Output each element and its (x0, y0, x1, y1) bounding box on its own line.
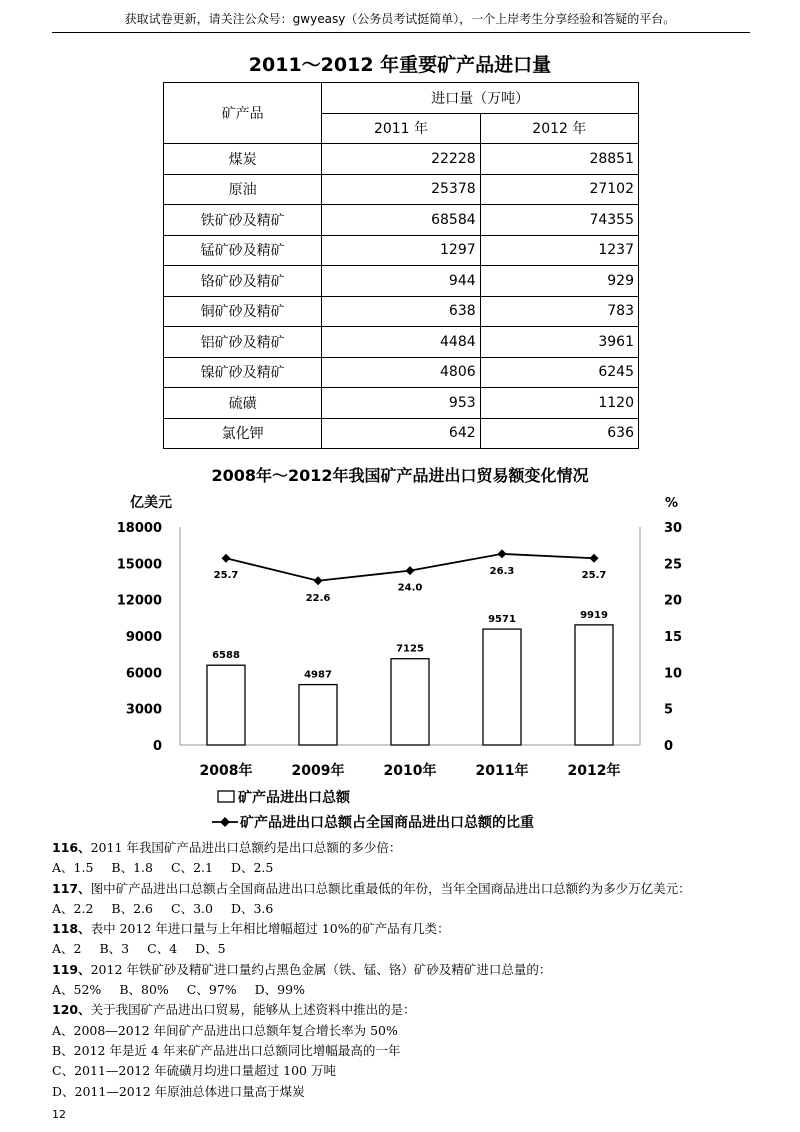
questions-section (52, 838, 752, 1102)
answer-option: A、52% (52, 982, 102, 998)
bar-value-label: 7125 (396, 643, 424, 655)
legend-bar-label: 矿产品进出口总额 (238, 790, 350, 806)
answer-option: D、99% (254, 982, 305, 998)
table-title: 2011～2012 年重要矿产品进口量 (248, 54, 552, 76)
value-2011: 4806 (322, 357, 480, 388)
line-point (406, 566, 415, 575)
mineral-import-table (163, 82, 639, 449)
value-2012: 1237 (480, 235, 638, 266)
question-number: 116、 (52, 840, 91, 855)
question-number: 118、 (52, 921, 91, 937)
answer-option: D、2.5 (230, 860, 274, 876)
value-2011: 953 (322, 388, 480, 419)
y-tick-right: 25 (664, 557, 683, 573)
legend-line-marker (220, 817, 230, 827)
line-point (222, 554, 231, 563)
answer-option: A、2.2 (52, 900, 94, 916)
table-row (164, 266, 639, 297)
question-stem (52, 879, 752, 899)
value-2011: 4484 (322, 327, 480, 358)
bar-value-label: 6588 (212, 650, 240, 662)
bar-total-trade (391, 659, 429, 745)
y-tick-left: 18000 (116, 521, 162, 536)
x-tick-label: 2009年 (291, 763, 345, 779)
value-2012: 27102 (480, 174, 638, 205)
y-tick-left: 3000 (125, 702, 162, 718)
mineral-name: 镍矿砂及精矿 (164, 357, 322, 388)
value-2012: 1120 (480, 388, 638, 419)
line-point (590, 554, 599, 563)
question-number: 119、 (52, 961, 91, 977)
value-2012: 28851 (480, 144, 638, 175)
question-text: 2012 年铁矿砂及精矿进口量约占黑色金属（铁、锰、铬）矿砂及精矿进口总量的： (90, 961, 552, 977)
value-2012: 929 (480, 266, 638, 297)
answer-option: D、3.6 (230, 900, 274, 916)
table-row (164, 174, 639, 205)
y-tick-right: 20 (664, 593, 683, 609)
answer-option: C、97% (186, 982, 237, 998)
line-value-label: 26.3 (489, 565, 515, 577)
mineral-name: 铝矿砂及精矿 (164, 327, 322, 358)
mineral-name: 硫磺 (164, 388, 322, 419)
line-point (498, 549, 507, 558)
trade-chart (100, 485, 700, 835)
table-row (164, 144, 639, 175)
value-2012: 636 (480, 418, 638, 449)
value-2011: 944 (322, 266, 480, 297)
bar-total-trade (575, 625, 613, 745)
answer-option: A、2 (52, 941, 82, 957)
question-text: 图中矿产品进出口总额占全国商品进出口总额比重最低的年份，当年全国商品进出口总额约为多少万亿美元： (90, 880, 691, 896)
table-row (164, 296, 639, 327)
legend-bar-swatch (218, 791, 234, 802)
y-axis-left-title: 亿美元 (130, 495, 172, 511)
x-tick-label: 2011年 (475, 763, 529, 779)
question-options (52, 980, 752, 1000)
table-row (164, 205, 639, 236)
value-2012: 3961 (480, 327, 638, 358)
x-tick-label: 2010年 (383, 763, 437, 779)
line-value-label: 22.6 (305, 592, 331, 604)
answer-option: A、2008—2012 年间矿产品进出口总额年复合增长率为 50% (52, 1022, 398, 1038)
value-2011: 25378 (322, 174, 480, 205)
answer-option: C、3.0 (171, 900, 213, 916)
question-options (52, 899, 752, 919)
y-tick-left: 0 (152, 739, 162, 754)
value-2011: 68584 (322, 205, 480, 236)
line-value-label: 25.7 (213, 570, 239, 582)
question-text: 2011 年我国矿产品进出口总额约是出口总额的多少倍： (90, 840, 402, 855)
table-row (164, 327, 639, 358)
header-divider (52, 32, 750, 33)
value-2012: 6245 (480, 357, 638, 388)
y-tick-left: 6000 (125, 666, 162, 682)
answer-option: C、2011—2012 年硫磺月均进口量超过 100 万吨 (52, 1063, 336, 1079)
table-row (164, 418, 639, 449)
mineral-name: 煤炭 (164, 144, 322, 175)
mineral-name: 铬矿砂及精矿 (164, 266, 322, 297)
mineral-name: 锰矿砂及精矿 (164, 235, 322, 266)
question-options (52, 939, 752, 959)
answer-option: D、5 (195, 941, 226, 957)
answer-option: B、80% (119, 982, 169, 998)
question-number: 117、 (52, 880, 91, 896)
mineral-name: 铜矿砂及精矿 (164, 296, 322, 327)
line-value-label: 25.7 (581, 570, 607, 582)
y-tick-left: 12000 (116, 593, 162, 609)
question-text: 关于我国矿产品进出口贸易，能够从上述资料中推出的是： (90, 1002, 416, 1018)
table-row (164, 388, 639, 419)
mineral-name: 原油 (164, 174, 322, 205)
legend-line-label: 矿产品进出口总额占全国商品进出口总额的比重 (240, 815, 534, 831)
value-2011: 1297 (322, 235, 480, 266)
answer-option: C、2.1 (171, 860, 213, 876)
question-stem (52, 919, 752, 939)
mineral-name: 氯化钾 (164, 418, 322, 449)
bar-value-label: 9571 (488, 614, 516, 626)
question-stem (52, 960, 752, 980)
mineral-name: 铁矿砂及精矿 (164, 205, 322, 236)
y-tick-right: 15 (664, 630, 683, 645)
question-stem (52, 1000, 752, 1020)
line-value-label: 24.0 (397, 582, 423, 594)
value-2012: 783 (480, 296, 638, 327)
table-row (164, 235, 639, 266)
table-row (164, 357, 639, 388)
header-2012: 2012 年 (480, 113, 638, 144)
page-number: 12 (52, 1108, 66, 1121)
answer-option: B、3 (99, 941, 130, 957)
bar-total-trade (207, 665, 245, 745)
answer-option: B、2012 年是近 4 年来矿产品进出口总额同比增幅最高的一年 (52, 1042, 401, 1058)
bar-total-trade (483, 629, 521, 745)
chart-title: 2008年～2012年我国矿产品进出口贸易额变化情况 (211, 466, 589, 485)
y-tick-left: 9000 (125, 630, 162, 645)
y-tick-right: 30 (664, 521, 683, 536)
answer-option: D、2011—2012 年原油总体进口量高于煤炭 (52, 1083, 305, 1099)
answer-option: B、1.8 (111, 860, 153, 876)
header-mineral: 矿产品 (164, 83, 322, 144)
y-tick-right: 5 (664, 702, 674, 718)
question-number: 120、 (52, 1002, 91, 1018)
y-tick-right: 10 (664, 666, 683, 682)
y-tick-left: 15000 (116, 557, 162, 573)
bar-value-label: 9919 (580, 609, 608, 621)
answer-option: B、2.6 (111, 900, 153, 916)
bar-total-trade (299, 685, 337, 745)
answer-option: C、4 (147, 941, 178, 957)
question-options (52, 858, 752, 878)
x-tick-label: 2008年 (199, 763, 253, 779)
header-import-volume: 进口量（万吨） (322, 83, 639, 114)
value-2011: 642 (322, 418, 480, 449)
y-axis-right-title: % (665, 496, 679, 511)
value-2011: 638 (322, 296, 480, 327)
line-point (314, 576, 323, 585)
x-tick-label: 2012年 (567, 763, 621, 779)
page-header: 获取试卷更新，请关注公众号：gwyeasy（公务员考试挺简单），一个上岸考生分享经验和答疑的平台。 (124, 12, 676, 26)
question-stem (52, 838, 752, 858)
bar-value-label: 4987 (304, 669, 332, 681)
value-2012: 74355 (480, 205, 638, 236)
answer-option: A、1.5 (52, 860, 94, 876)
y-tick-right: 0 (664, 739, 674, 754)
question-text: 表中 2012 年进口量与上年相比增幅超过 10%的矿产品有几类： (90, 921, 450, 937)
header-2011: 2011 年 (322, 113, 480, 144)
table-header-row (164, 83, 639, 114)
value-2011: 22228 (322, 144, 480, 175)
